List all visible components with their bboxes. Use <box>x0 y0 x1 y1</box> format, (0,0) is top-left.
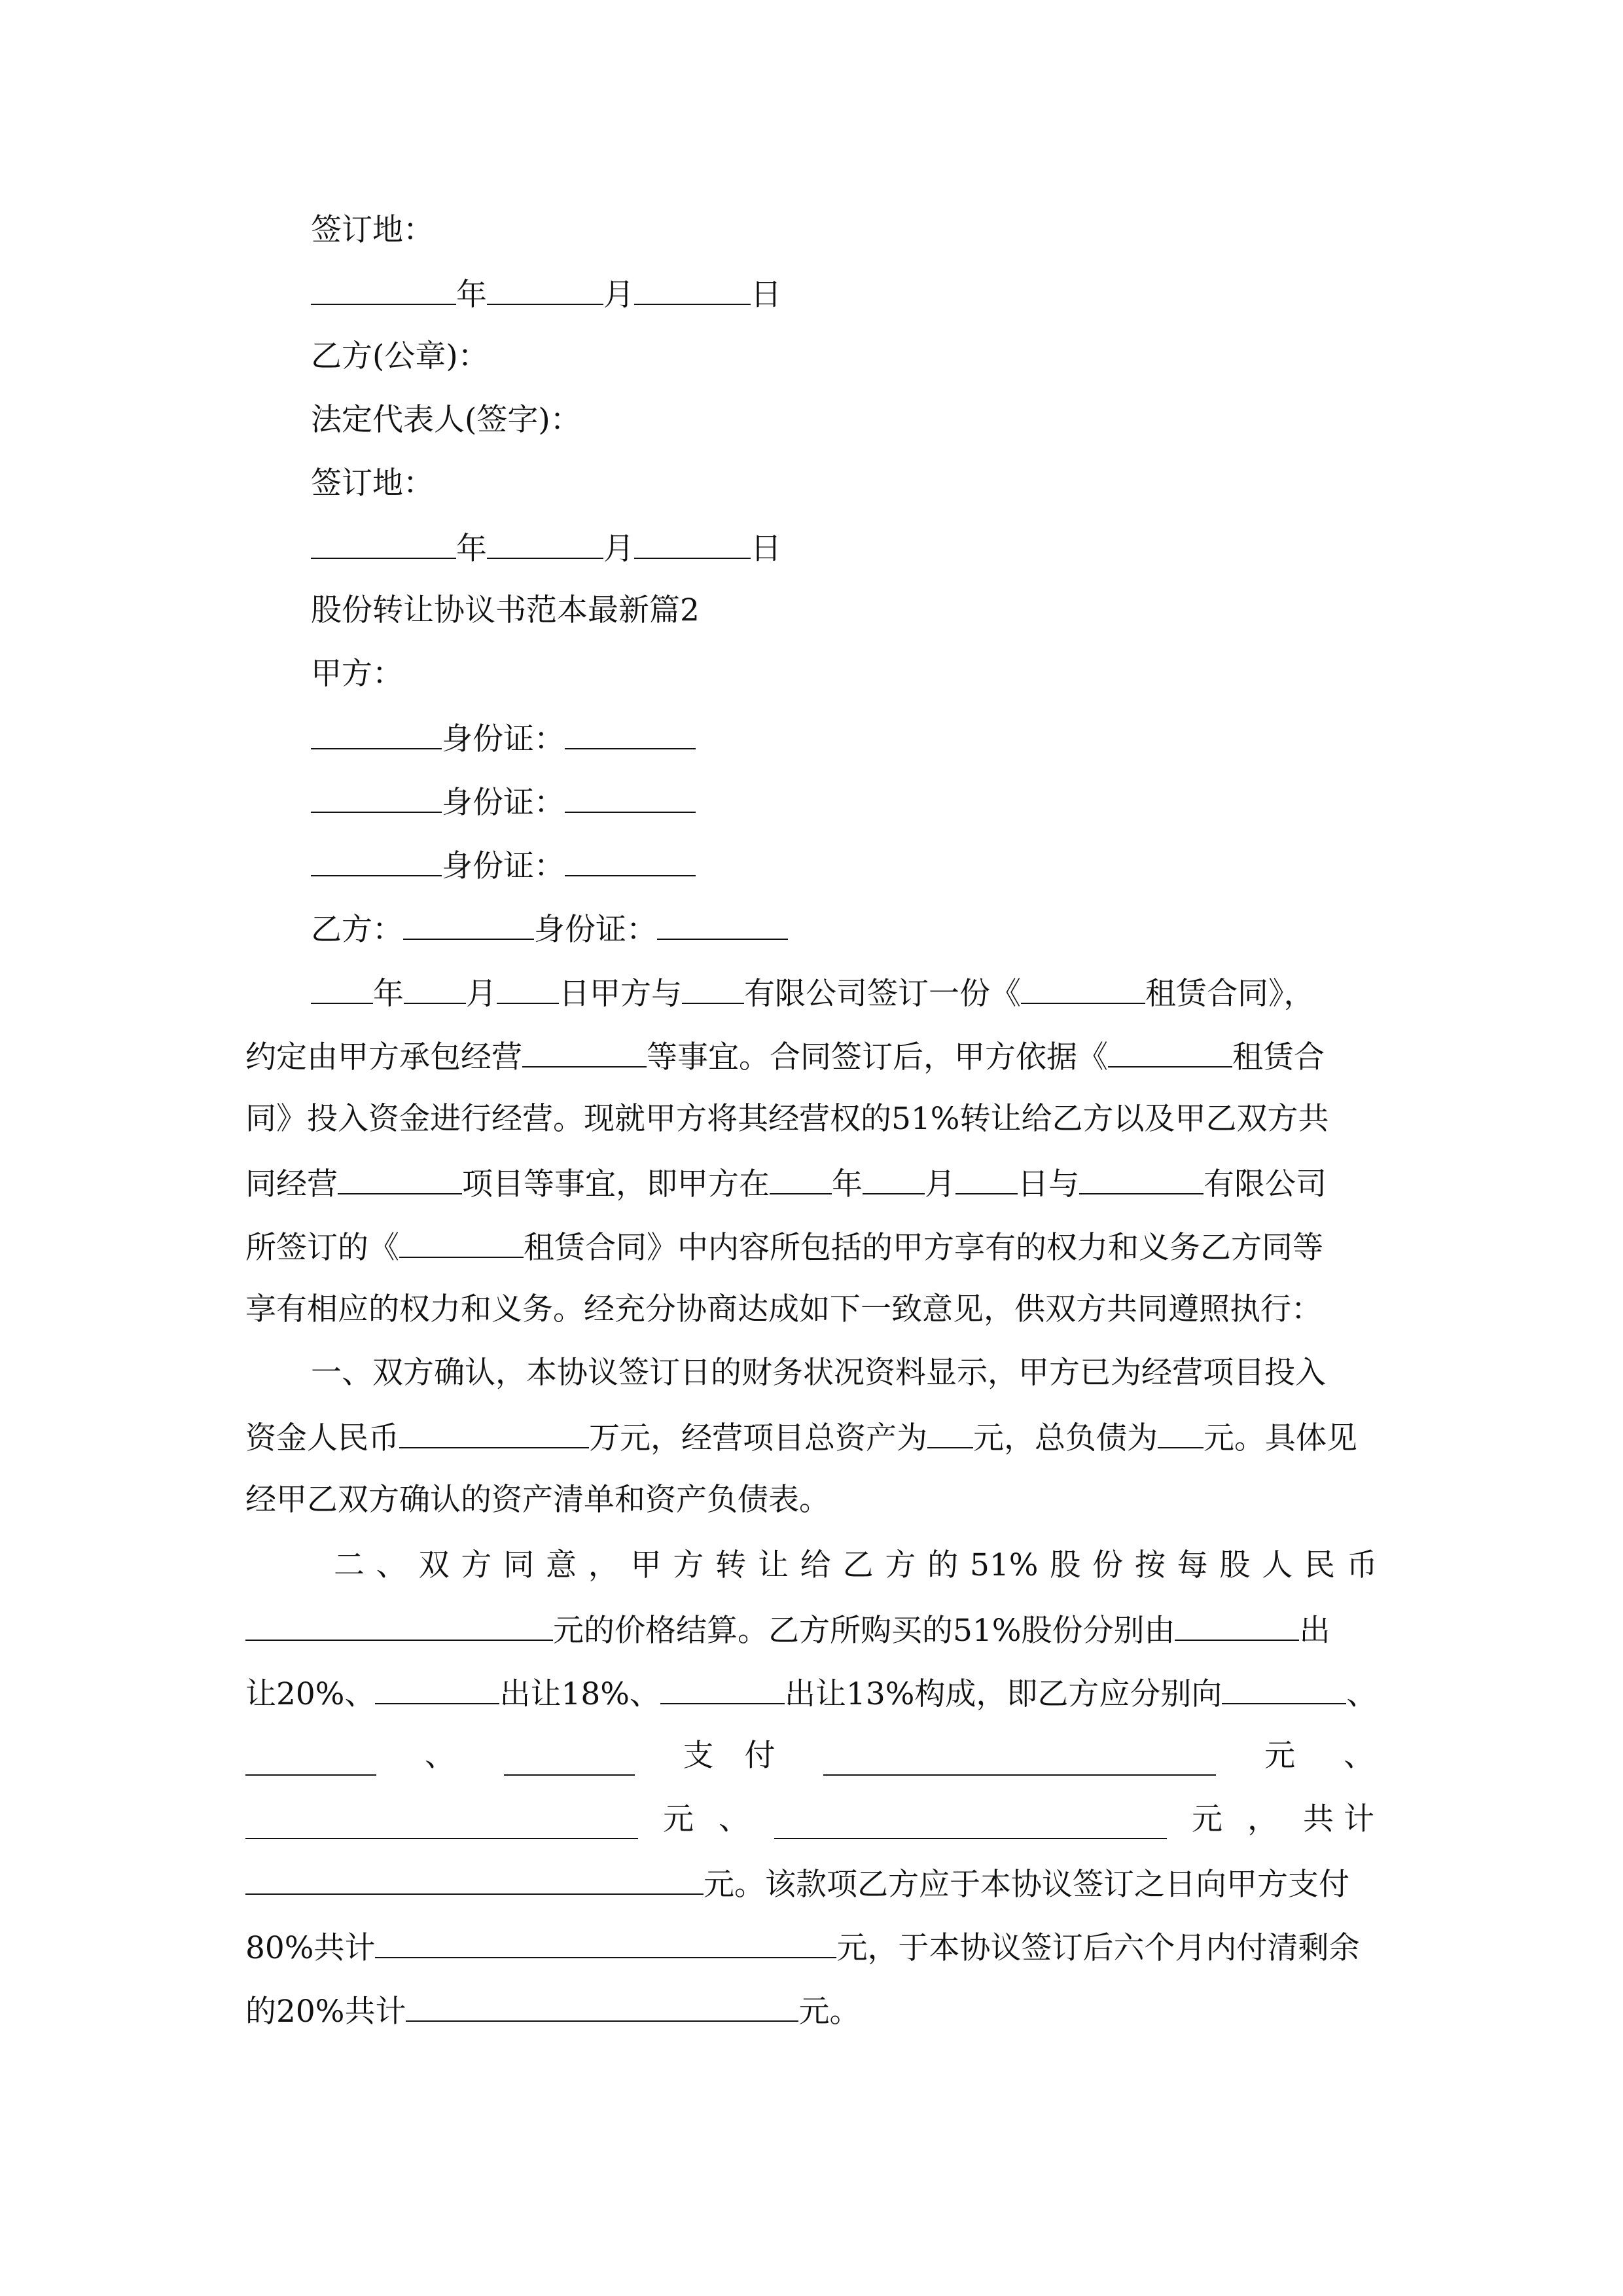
id-blank <box>565 845 696 876</box>
clause-2-line-2: 元的价格结算。乙方所购买的51%股份分别由 出 <box>245 1609 1330 1651</box>
clause-2-line-4: 、 支 付 元 、 <box>245 1736 1374 1776</box>
party-a-label: 甲方： <box>311 656 403 692</box>
clause-2-line-3: 让20%、 出让18%、 出让13%构成，即乙方应分别向 、 <box>245 1673 1377 1714</box>
id-blank <box>565 781 696 813</box>
clause-2-line-5: 元 、 元 ， 共 计 <box>245 1800 1374 1839</box>
sign-place-label: 签订地： <box>311 212 434 248</box>
date-line: 年 月 日 <box>311 274 781 315</box>
intro-line-4: 同经营 项目等事宜，即甲方在 年 月 日与 有限公司 <box>245 1163 1327 1204</box>
name-blank <box>403 908 534 940</box>
intro-line-6: 享有相应的权力和义务。经充分协商达成如下一致意见，供双方共同遵照执行： <box>245 1291 1322 1327</box>
intro-line-5: 所签订的《 租赁合同》中内容所包括的甲方享有的权力和义务乙方同等 <box>245 1227 1323 1268</box>
name-blank <box>311 845 442 876</box>
month-blank <box>487 274 603 305</box>
clause-2-line-7: 80%共计 元，于本协议签订后六个月内付清剩余 <box>245 1927 1359 1968</box>
intro-line-1: 年 月 日甲方与 有限公司签订一份《 租赁合同》， <box>311 973 1315 1014</box>
clause-1-line-3: 经甲乙双方确认的资产清单和资产负债表。 <box>245 1482 830 1518</box>
date-line-2: 年 月 日 <box>311 528 781 569</box>
legal-rep-line: 法定代表人(签字)： <box>311 402 581 438</box>
intro-line-2: 约定由甲方承包经营 等事宜。合同签订后，甲方依据《 租赁合 <box>245 1036 1325 1077</box>
clause-1-line-2: 资金人民币 万元，经营项目总资产为 元，总负债为 元。具体见 <box>245 1417 1357 1458</box>
party-b-id-row: 乙方： 身份证： <box>311 908 788 950</box>
section-title: 股份转让协议书范本最新篇2 <box>311 592 700 628</box>
clause-1-line-1: 一、双方确认，本协议签订日的财务状况资料显示，甲方已为经营项目投入 <box>311 1355 1326 1391</box>
id-blank <box>657 908 788 940</box>
clause-2-line-1: 二 、 双 方 同 意 ， 甲 方 转 让 给 乙 方 的 51% 股 份 按 每 股 人 民 币 <box>334 1547 1378 1583</box>
clause-2-line-8: 的20%共计 元。 <box>245 1990 860 2032</box>
name-blank <box>311 781 442 813</box>
name-blank <box>311 718 442 749</box>
id-blank <box>565 718 696 749</box>
party-a-id-row: 身份证： <box>311 781 696 823</box>
party-b-seal-line: 乙方(公章)： <box>311 338 489 374</box>
clause-2-line-6: 元。该款项乙方应于本协议签订之日向甲方支付 <box>245 1863 1349 1905</box>
intro-line-3: 同》投入资金进行经营。现就甲方将其经营权的51%转让给乙方以及甲乙双方共 <box>245 1101 1329 1137</box>
day-blank <box>634 274 751 305</box>
party-a-id-row: 身份证： <box>311 845 696 886</box>
year-blank <box>311 528 456 559</box>
sign-place-line-2: 签订地： <box>311 465 434 501</box>
month-blank <box>487 528 603 559</box>
sign-place-line <box>311 211 434 250</box>
day-blank <box>634 528 751 559</box>
party-a-id-row: 身份证： <box>311 718 696 759</box>
year-blank <box>311 274 456 305</box>
